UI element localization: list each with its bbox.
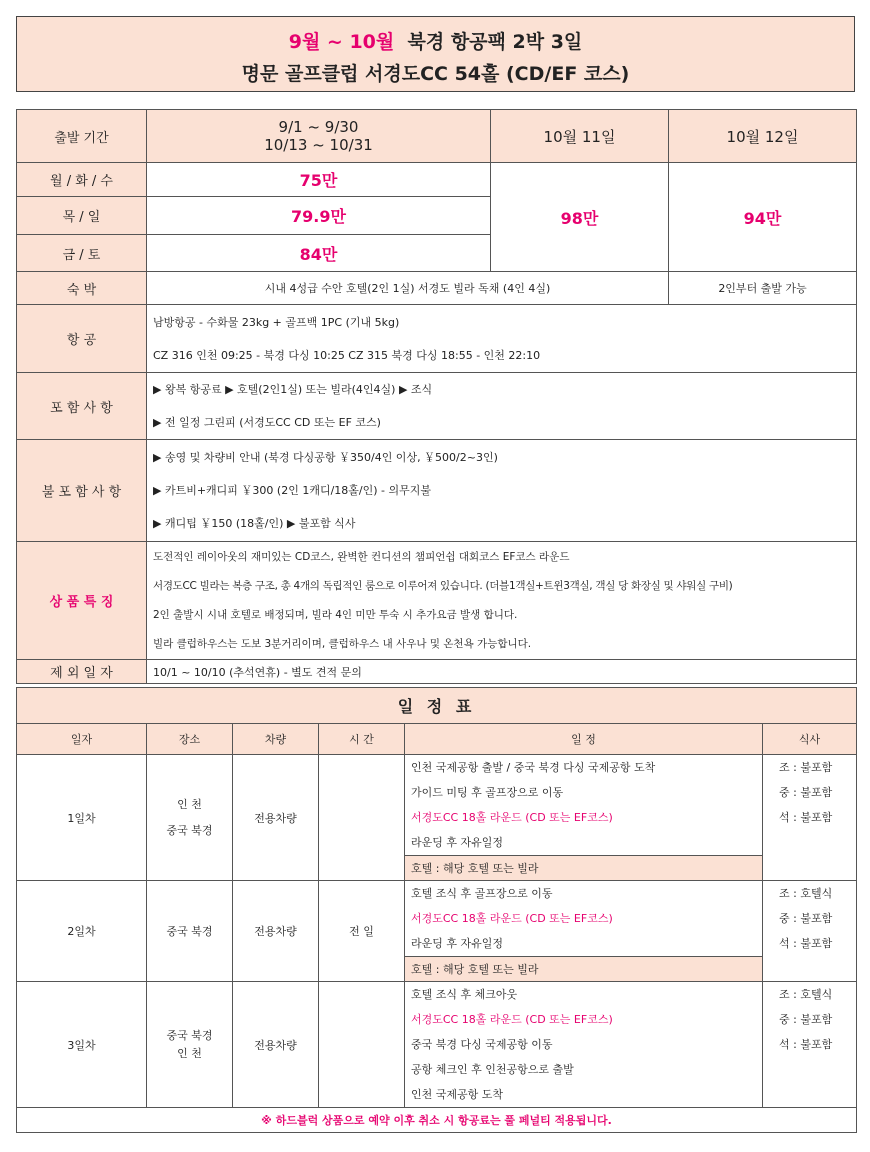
price-thu-sun: 79.9만 [147, 197, 491, 235]
except-text: 10/1 ~ 10/10 (추석연휴) - 별도 견적 문의 [147, 660, 857, 684]
schedule-title: 일 정 표 [17, 688, 857, 724]
car-3: 전용차량 [233, 982, 319, 1108]
meal-1: 조 : 불포함 중 : 불포함 석 : 불포함 [763, 755, 857, 881]
stay-note: 2인부터 출발 가능 [669, 272, 857, 305]
day-1: 1일차 [17, 755, 147, 881]
hotel-2: 호텔 : 해당 호텔 또는 빌라 [405, 956, 762, 981]
days-thu-sun: 목 / 일 [17, 197, 147, 235]
col-time: 시 간 [319, 724, 405, 755]
feature-label: 상 품 특 징 [17, 542, 147, 660]
col-place: 장소 [147, 724, 233, 755]
air-text: 남방항공 - 수화물 23kg + 골프백 1PC (기내 5kg) CZ 316 인천 09:25 - 북경 다싱 10:25 CZ 315 북경 다싱 18:55 - 인천 22:10 [147, 305, 857, 373]
period-1: 9/1 ~ 9/30 10/13 ~ 10/31 [147, 110, 491, 163]
schedule-2: 호텔 조식 후 골프장으로 이동 서경도CC 18홀 라운드 (CD 또는 EF코스) 라운딩 후 자유일정 호텔 : 해당 호텔 또는 빌라 [405, 881, 763, 982]
title-line-1 [17, 27, 854, 54]
col-meal: 식사 [763, 724, 857, 755]
col-schedule: 일 정 [405, 724, 763, 755]
price-mon-tue-wed: 75만 [147, 163, 491, 197]
title-line-2: 명문 골프클럽 서경도CC 54홀 (CD/EF 코스) [241, 63, 630, 85]
table-row [17, 982, 857, 1108]
schedule-1: 인천 국제공항 출발 / 중국 북경 다싱 국제공항 도착 가이드 미팅 후 골프장으로 이동 서경도CC 18홀 라운드 (CD 또는 EF코스) 라운딩 후 자유일정 호텔 : 해당 호텔 또는 빌라 [405, 755, 763, 881]
stay-label: 숙 박 [17, 272, 147, 305]
place-3: 중국 북경 인 천 [147, 982, 233, 1108]
days-mon-tue-wed: 월 / 화 / 수 [17, 163, 147, 197]
col-car: 차량 [233, 724, 319, 755]
price-info-table [16, 109, 857, 684]
period-label: 출발 기간 [17, 110, 147, 163]
schedule-table [16, 687, 857, 1133]
include-text: ▶ 왕복 항공료 ▶ 호텔(2인1실) 또는 빌라(4인4실) ▶ 조식 ▶ 전 일정 그린피 (서경도CC CD 또는 EF 코스) [147, 373, 857, 440]
time-3 [319, 982, 405, 1108]
place-1: 인 천 중국 북경 [147, 755, 233, 881]
day-2: 2일차 [17, 881, 147, 982]
title-period: 9월 ~ 10월 [288, 31, 395, 53]
col-day: 일자 [17, 724, 147, 755]
time-2: 전 일 [319, 881, 405, 982]
table-row [17, 881, 857, 982]
stay-text: 시내 4성급 수안 호텔(2인 1실) 서경도 빌라 독채 (4인 4실) [147, 272, 669, 305]
car-2: 전용차량 [233, 881, 319, 982]
hotel-1: 호텔 : 해당 호텔 또는 빌라 [405, 855, 762, 880]
table-row [17, 755, 857, 881]
schedule-3: 호텔 조식 후 체크아웃 서경도CC 18홀 라운드 (CD 또는 EF코스) 중국 북경 다싱 국제공항 이동 공항 체크인 후 인천공항으로 출발 인천 국제공항 도착 [405, 982, 763, 1108]
car-1: 전용차량 [233, 755, 319, 881]
time-1 [319, 755, 405, 881]
title-product: 북경 항공팩 2박 3일 [407, 31, 583, 53]
period-2: 10월 11일 [491, 110, 669, 163]
place-2: 중국 북경 [147, 881, 233, 982]
price-fri-sat: 84만 [147, 235, 491, 272]
days-fri-sat: 금 / 토 [17, 235, 147, 272]
feature-text: 도전적인 레이아웃의 재미있는 CD코스, 완벽한 컨디션의 챔피언쉽 대회코스 EF코스 라운드 서경도CC 빌라는 복층 구조, 총 4개의 독립적인 룸으로 이루어져 있습니다. (더블1객실+트윈3객실, 객실 당 화장실 및 샤워실 구비) 2인 출발시 시내 호텔로 배정되며, 빌라 4인 미만 투숙 시 추가요금 발생 합니다. 빌라 클럽하우스는 도보 3분거리이며, 클럽하우스 내 사우나 및 온천욕 가능합니다. [147, 542, 857, 660]
air-label: 항 공 [17, 305, 147, 373]
price-oct11: 98만 [491, 163, 669, 272]
exclude-label: 불 포 함 사 항 [17, 440, 147, 542]
day-3: 3일차 [17, 982, 147, 1108]
include-label: 포 함 사 항 [17, 373, 147, 440]
period-3: 10월 12일 [669, 110, 857, 163]
meal-3: 조 : 호텔식 중 : 불포함 석 : 불포함 [763, 982, 857, 1108]
price-oct12: 94만 [669, 163, 857, 272]
exclude-text: ▶ 송영 및 차량비 안내 (북경 다싱공항 ￥350/4인 이상, ￥500/2~3인) ▶ 카트비+캐디피 ￥300 (2인 1캐디/18홀/인) - 의무지불 ▶ 캐디팁 ￥150 (18홀/인) ▶ 불포함 식사 [147, 440, 857, 542]
meal-2: 조 : 호텔식 중 : 불포함 석 : 불포함 [763, 881, 857, 982]
except-label: 제 외 일 자 [17, 660, 147, 684]
cancel-notice: ※ 하드블럭 상품으로 예약 이후 취소 시 항공료는 풀 페널티 적용됩니다. [17, 1108, 857, 1133]
title-box [16, 16, 855, 92]
